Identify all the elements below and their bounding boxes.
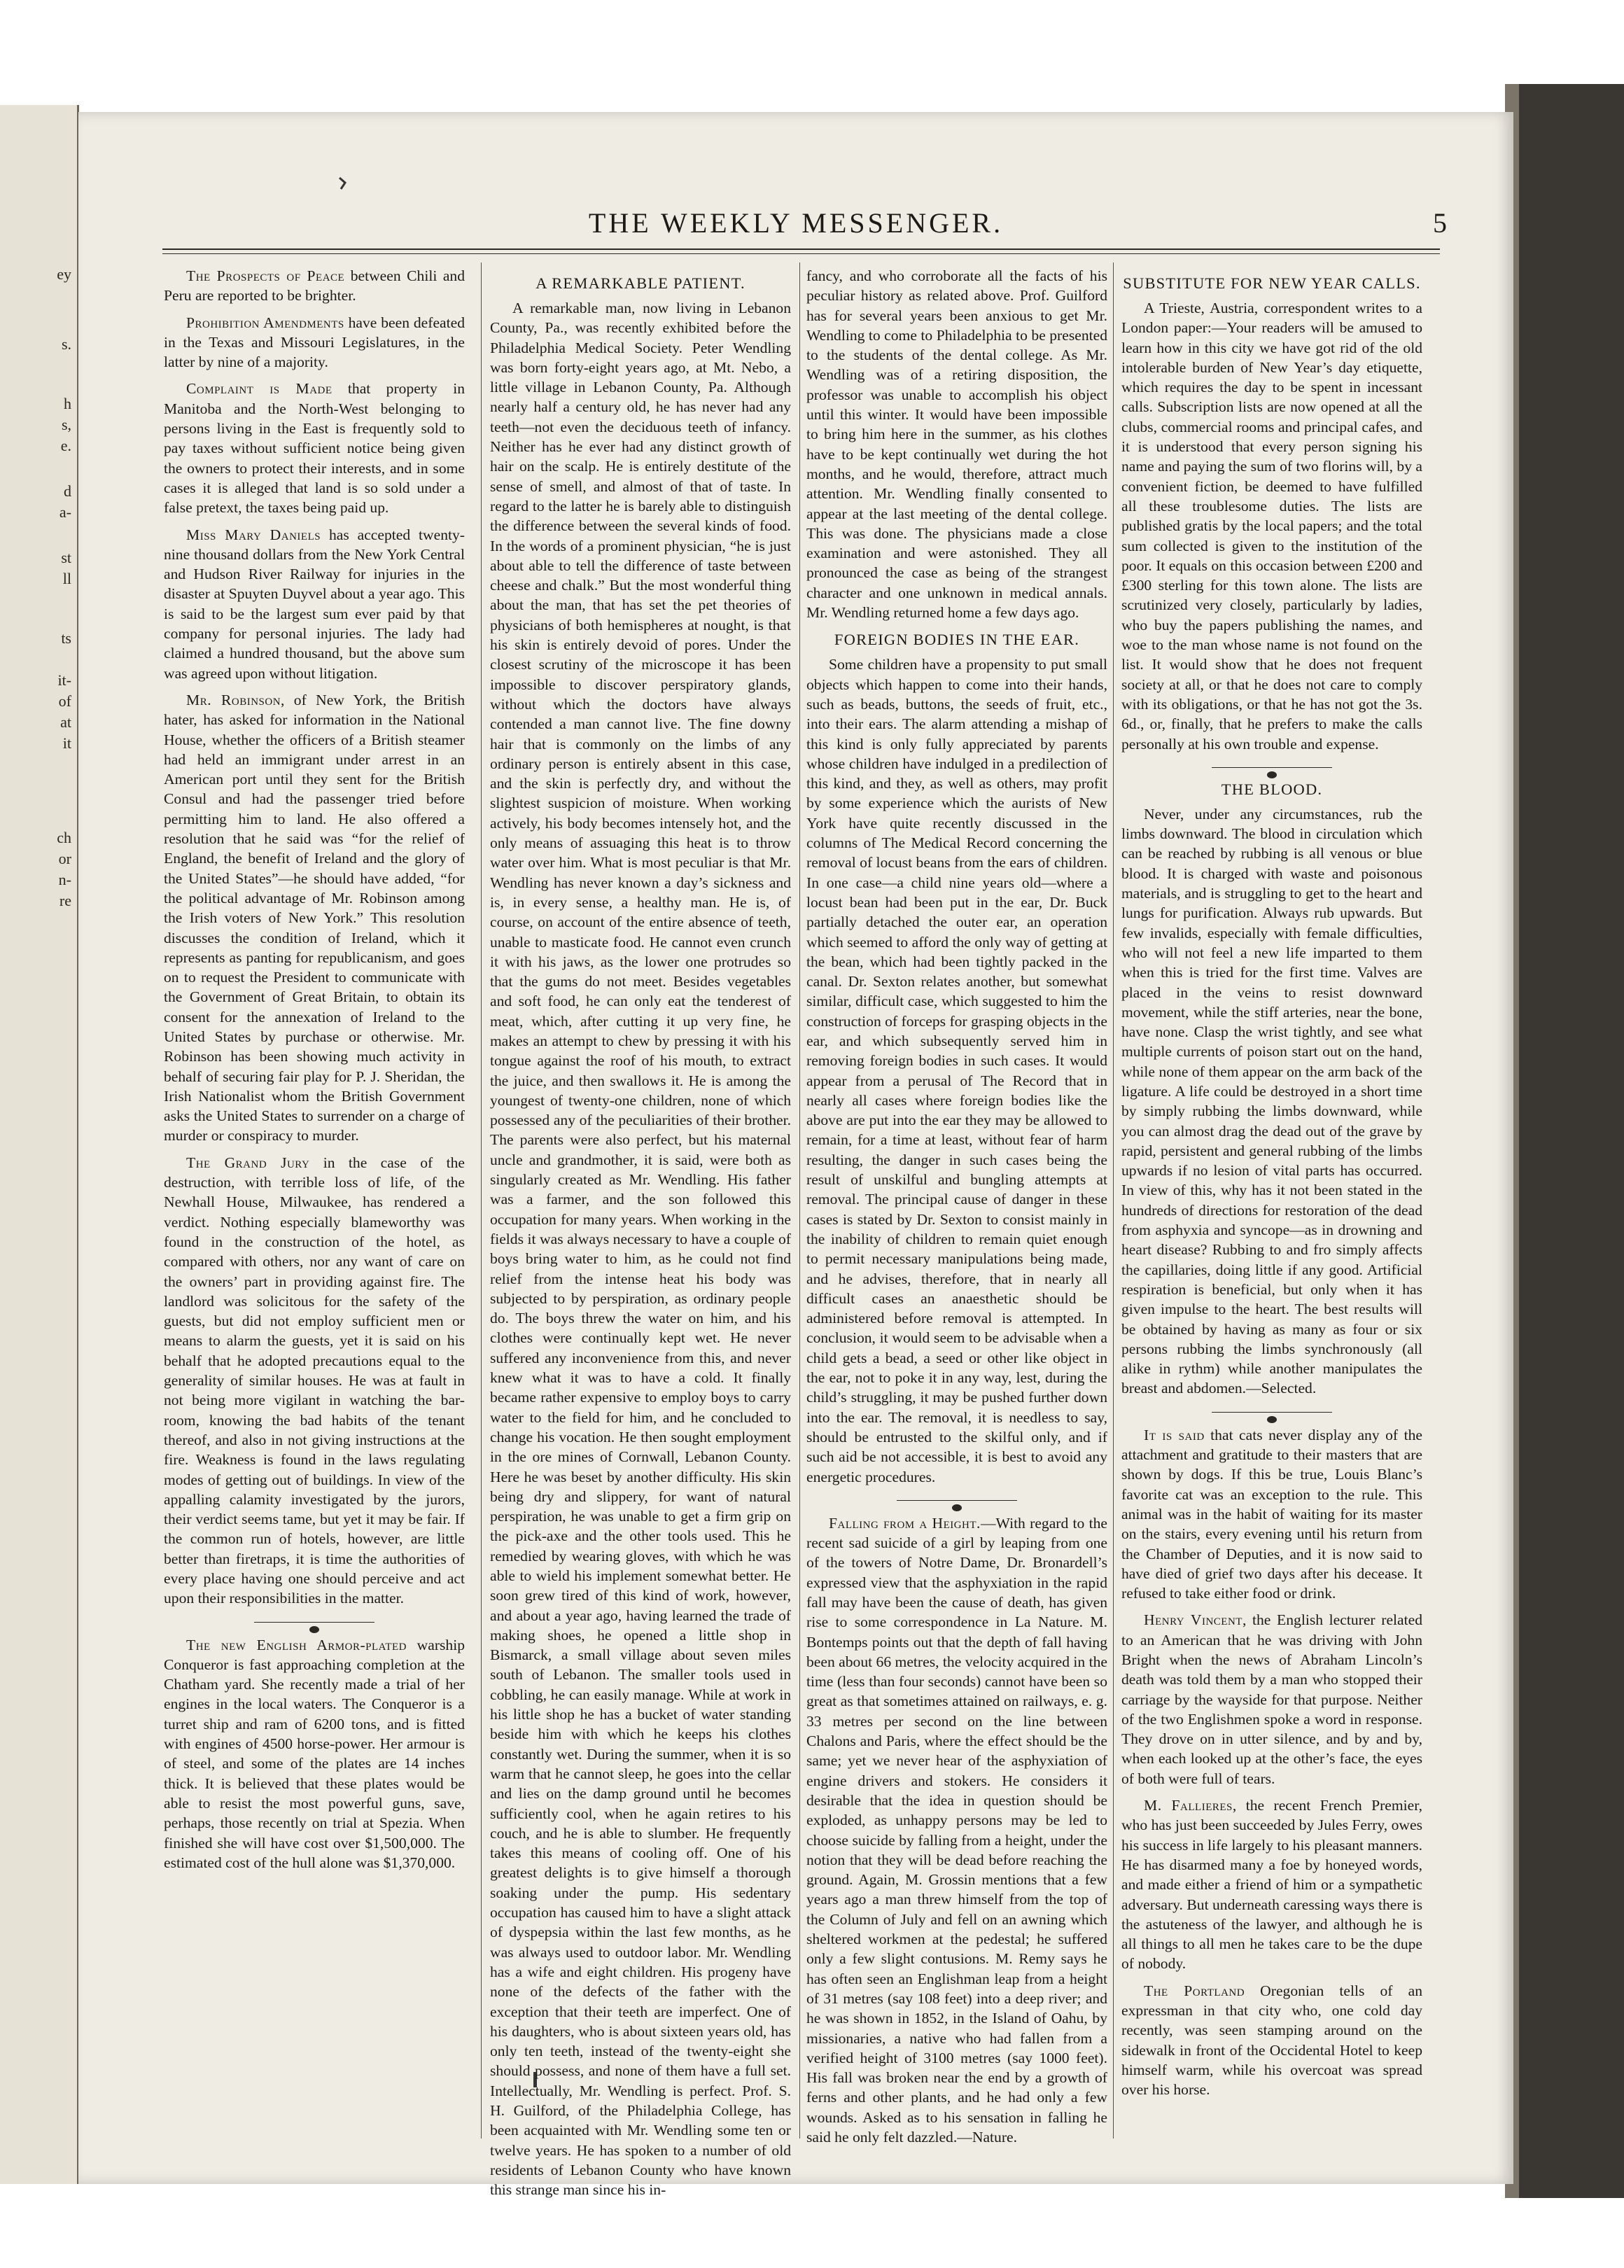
news-item: Falling from a Height.—With regard to the recent sad suicide of a girl by leaping from one of the towers of Notre Dame, Dr. Bronardell’s expressed view that the asphyxiation in the rapid fall may have been the cause of death, has given rise to some correspondence in La Nature. M. Bontemps points out that the depth of fall having been about 66 metres, the velocity acquired in the time (less than four seconds) cannot have been so great as that sometimes attained on railways, e. g. 33 metres per second on the line between Chalons and Paris, where the effect should be the same; yet we never hear of the asphyxiation of engine drivers and stokers. He considers it desirable that the idea in question should be exploded, as unhappy persons may be led to choose suicide by falling from a height, under the notion that they will be dead before reaching the ground. Again, M. Grossin mentions that a few years ago a man threw himself from the top of the Column of July and fell on an awning which sheltered workmen at the pedestal; he suffered only a few slight contusions. M. Remy says he has often seen an Englishman leap from a height of 31 metres (say 108 feet) into a deep river; and he was shown in 1852, in the Island of Oahu, by missionaries, a native who had fallen from a verified height of 3100 metres (say 1000 feet). His fall was broken near the end by a growth of ferns and other plants, and he had only a few wounds. Asked as to his sensation in falling he said he only felt dazzled.—Nature. xyxy=(806,1514,1107,2146)
section-divider xyxy=(1121,1408,1422,1415)
page-title: THE WEEKLY MESSENGER. xyxy=(588,207,1004,239)
column-1 xyxy=(164,266,465,1879)
margin-fragment: e. xyxy=(60,437,71,454)
article-paragraph: Some children have a propensity to put small objects which happen to come into their hands, such as beads, buttons, the seeds of fruit, etc., into their ears. The alarm attending a mishap of this kind is only fully appreciated by parents whose children have indulged in a predilection of this kind, and they, as well as others, may profit by some experience which the aurists of New York have quite recently discussed in the columns of The Medical Record concerning the removal of locust beans from the ears of children. In one case—a child nine years old—where a locust bean had been put in the ear, Dr. Buck partially detached the outer ear, an operation which seemed to afford the only way of getting at the bean, which had been tightly packed in the canal. Dr. Sexton relates another, but somewhat similar, difficult case, which suggested to him the construction of forceps for grasping objects in the ear, and which subsequently served him in removing foreign bodies in such cases. It would appear from a perusal of The Record that in nearly all cases where foreign bodies like the above are put into the ear they may be allowed to remain, for a time at least, without fear of harm resulting, the danger in such cases being the result of unskilful and bungling attempts at removal. The principal cause of danger in these cases is stated by Dr. Sexton to consist mainly in the inability of children to remain quiet enough to permit necessary manipulations being made, and he advises, therefore, that in nearly all difficult cases an anaesthetic should be administered before removal is attempted. In conclusion, it would seem to be advisable when a child gets a bead, a seed or other like object in the ear, not to poke it in any way, lest, during the child’s struggling, it may be pushed further down into the ear. The removal, it is needless to say, should be entrusted to the skilful only, and if such aid be not accessible, it is best to avoid any energetic procedures. xyxy=(806,656,1107,1485)
margin-fragment: at xyxy=(60,713,71,731)
margin-fragment: ll xyxy=(62,570,71,587)
margin-fragment: s, xyxy=(61,416,71,433)
margin-fragment: ch xyxy=(57,829,71,846)
margin-fragment: n- xyxy=(58,871,71,888)
margin-fragment: of xyxy=(58,692,71,710)
news-item: The Grand Jury in the case of the destruction, with terrible loss of life, of the Newhall House, Milwaukee, has rendered a verdict. Nothing especially blameworthy was found in the construction of the hotel, as compared with others, nor any want of care on the owners’ part in providing against fire. The landlord was solicitous for the safety of the guests, but did not employ sufficient men or means to alarm the guests, yet it is said on his behalf that he adopted precautions equal to the generality of similar houses. He was at fault in not being more vigilant in watching the bar-room, knowing the bad habits of the tenant thereof, and also in not giving instructions at the fire. Weakness is found in the laws regulating modes of getting out of buildings. In view of the appalling calamity investigated by the jurors, their verdict seems tame, but yet it may be fair. If the common run of hotels, however, are little better than firetraps, it is time the authorities of every place having one should perceive and act upon their responsibilities in the matter. xyxy=(164,1154,465,1607)
margin-fragment: re xyxy=(59,892,71,909)
column-3 xyxy=(806,266,1107,2154)
margin-fragment: or xyxy=(58,850,71,867)
article-heading: FOREIGN BODIES IN THE EAR. xyxy=(834,631,1080,649)
news-item: It is said that cats never display any of the attachment and gratitude to their masters that are shown by dogs. If this be true, Louis Blanc’s favorite cat was an exception to the rule. This animal was in the habit of waiting for its master on the stairs, every evening until his return from the Chamber of Deputies, and it is now said to have died of grief two days after his decease. It refused to take either food or drink. xyxy=(1121,1426,1422,1602)
ink-mark-icon xyxy=(337,176,347,190)
margin-fragment: st xyxy=(61,549,71,566)
news-item: The Prospects of Peace between Chili and Peru are reported to be brighter. xyxy=(164,267,465,304)
masthead xyxy=(78,206,1513,241)
article-heading: THE BLOOD. xyxy=(1221,780,1323,798)
article-paragraph: Never, under any circumstances, rub the limbs downward. The blood in circulation which can be reached by rubbing is all venous or blue blood. It is charged with waste and poisonous materials, and is struggling to get to the heart and lungs for purification. Always rub upwards. But few invalids, especially with female difficulties, who will not feel a new life imparted to them when this is tried for the first time. Valves are placed in the veins to resist downward movement, while the stiff arteries, near the bone, have none. Clasp the wrist tightly, and see what multiple currents of poison start out on the hand, while none of them appear on the arm back of the ligature. A life could be destroyed in a short time by simply rubbing the limbs downward, while you can almost drag the dead out of the grave by rapid, persistent and general rubbing of the limbs upwards if no lesion of vital parts has occurred. In view of this, why has it not been stated in the hundreds of directions for restoration of the dead from asphyxia and syncope—as in drowning and heart disease? Rubbing to and fro simply affects the capillaries, doing little if any good. Artificial respiration is beneficial, but only when it has given impulse to the heart. The best results will be obtained by having as many as four or six persons rubbing the limbs synchronously (all alike in rythm) while another manipulates the breast and abdomen.—Selected. xyxy=(1121,805,1422,1397)
margin-fragment: it xyxy=(62,734,71,752)
news-item: M. Fallieres, the recent French Premier, who has just been succeeded by Jules Ferry, owes his success in life largely to his pleasant manners. He has disarmed many a foe by honeyed words, and made either a friend of him or a sympathetic adversary. But underneath caressing ways there is the astuteness of the lawyer, and although he is all things to all men he takes care to be the dupe of nobody. xyxy=(1121,1797,1422,1973)
adjacent-page-fragment xyxy=(0,105,79,2184)
news-item: The Portland Oregonian tells of an expressman in that city who, one cold day recently, was seen stamping around on the sidewalk in front of the Occidental Hotel to keep himself warm, while his overcoat was spread over his horse. xyxy=(1121,1982,1422,2099)
news-item: Miss Mary Daniels has accepted twenty-nine thousand dollars from the New York Central and Hudson River Railway for injuries in the disaster at Spuyten Duyvel about a year ago. This is said to be the largest sum ever paid by that company for personal injuries. The lady had claimed a hundred thousand, but the above sum was agreed upon without litigation. xyxy=(164,526,465,682)
section-divider xyxy=(164,1618,465,1625)
margin-fragment: h xyxy=(64,395,71,412)
news-item: Henry Vincent, the English lecturer related to an American that he was driving with John Bright when the news of Abraham Lincoln’s death was told them by a man who stopped their carriage by the wayside for that purpose. Neither of the two Englishmen spoke a word in response. They drove on in utter silence, and by and by, when each looked up at the other’s face, the eyes of both were full of tears. xyxy=(1121,1611,1422,1787)
article-paragraph: fancy, and who corroborate all the facts of his peculiar history as related above. Prof. Guilford has for several years been anxious to get Mr. Wendling to come to Philadelphia to be presented to the students of the dental college. As Mr. Wendling was of a retiring disposition, the professor was unable to accomplish his object until this winter. It would have been impossible to bring him here in the summer, as his clothes have to be kept continually wet during the hot months, and he would, therefore, attract much attention. Mr. Wendling finally consented to appear at the last meeting of the dental college. This was done. The physicians made a close examination and were astonished. They all pronounced the case as being of the strangest character and one unknown in medical annals. Mr. Wendling returned home a few days ago. xyxy=(806,267,1107,622)
column-rule xyxy=(1113,262,1114,2138)
section-divider xyxy=(806,1497,1107,1504)
column-4 xyxy=(1121,266,1422,2107)
article-heading: SUBSTITUTE FOR NEW YEAR CALLS. xyxy=(1123,274,1421,292)
column-rule xyxy=(481,262,482,2138)
column-rule xyxy=(799,262,800,2138)
book-page-edges xyxy=(1505,84,1624,2198)
article-paragraph: A remarkable man, now living in Lebanon County, Pa., was recently exhibited before the Philadelphia Medical Society. Peter Wendling was born forty-eight years ago, at Mt. Nebo, a little village in Lebanon County, Pa. Although nearly half a century old, he has never had any teeth—not even the deciduous teeth of infancy. Neither has he ever had any distinct growth of hair on the scalp. He is entirely destitute of the sense of smell, and almost of that of taste. In regard to the latter he is barely able to distinguish the difference between the several kinds of food. In the words of a prominent physician, “he is just about able to tell the difference of taste between cheese and chalk.” But the most wonderful thing about the man, that has set the pet theories of physicians of both hemispheres at nought, is that his skin is entirely devoid of pores. Under the closest scrutiny of the microscope it has been impossible to discover perspiratory glands, without which the doctors have always contended a man cannot live. The fine downy hair that is commonly on the limbs of any ordinary person is entirely absent in this case, and the skin is perfectly dry, and without the slightest suspicion of moisture. When working actively, his body becomes intensely hot, and the only means of assuaging this heat is to throw water over him. What is most peculiar is that Mr. Wendling has never known a day’s sickness and is, in every sense, a healthy man. He is, of course, on account of the entire absence of teeth, unable to masticate food. He cannot even crunch it with his jaws, as the lower one protrudes so that the gums do not meet. Besides vegetables and soft food, he can only eat the tenderest of meat, which, after cutting it up very fine, he makes an attempt to chew by pressing it with his tongue against the roof of his mouth, to extract the juice, and then swallows it. He is among the youngest of twenty-one children, none of which possessed any of the peculiarities of their brother. The parents were also perfect, but his maternal uncle and grandmother, it is said, were both as singularly created as Mr. Wendling. His father was a farmer, and the son followed this occupation for many years. When working in the fields it was always necessary to have a couple of boys bring water to him, as he could not find relief from the intense heat his body was subjected to by perspiration, as ordinary people do. The boys threw the water on him, and his clothes were continually kept wet. He never suffered any inconvenience from this, and never knew what it was to have a cold. It finally became rather expensive to employ boys to carry water to the field for him, and he concluded to change his vocation. He then sought employment in the ore mines of Cornwall, Lebanon County. Here he was beset by another difficulty. His skin being dry and slippery, for want of natural perspiration, he was unable to get a firm grip on the pick-axe and the other tools used. This he remedied by wearing gloves, with which he was able to wield his implement somewhat better. He soon grew tired of this kind of work, however, and about a year ago, having learned the trade of making shoes, he opened a little shop in Bismarck, a small village about seven miles south of Lebanon. The smaller tools used in cobbling, he can easily manage. While at work in his little shop he has a bucket of water standing beside him with which he keeps his clothes constantly wet. During the summer, when it is so warm that he cannot sleep, he goes into the cellar and lies on the damp ground until he becomes sufficiently cool, when he again retires to his couch, and he is able to slumber. He frequently takes this means of cooling off. One of his greatest delights is to give himself a thorough soaking under the pump. His sedentary occupation has caused him to have a slight attack of dyspepsia within the last few months, as he was always used to outdoor labor. Mr. Wendling has a wife and eight children. His progeny have none of the defects of the father with the exception that their teeth are imperfect. One of his daughters, who is about sixteen years old, has only ten teeth, instead of the twenty-eight she should possess, and none of them have a full set. Intellectually, Mr. Wendling is perfect. Prof. S. H. Guilford, of the Philadelphia College, has been acquainted with Mr. Wendling some ten or twelve years. He has spoken to a number of old residents of Lebanon County who have known this strange man since his in- xyxy=(490,300,791,2199)
page-number: 5 xyxy=(1433,207,1447,239)
news-item: Mr. Robinson, of New York, the British hater, has asked for information in the National House, whether the officers of a British steamer had held an immigrant under arrest in an American port until they sent for the British Consul and had the passenger tried before permitting him to land. He also offered a resolution that he said was “for the relief of England, the benefit of Ireland and the glory of the United States”—he should have added, “for the political advantage of Mr. Robinson among the Irish voters of New York.” This resolution discusses the condition of Ireland, which it represents as panting for republicanism, and goes on to request the President to communicate with the Government of Great Britain, to obtain its consent for the annexation of Ireland to the United States by purchase or otherwise. Mr. Robinson has been showing much activity in behalf of securing fair play for P. J. Sheridan, the Irish Nationalist whom the British Government asks the United States to surrender on a charge of murder or conspiracy to murder. xyxy=(164,691,465,1144)
news-item: Prohibition Amendments have been defeated in the Texas and Missouri Legislatures, in the latter by nine of a majority. xyxy=(164,314,465,371)
margin-fragment: s. xyxy=(61,335,71,353)
article-heading: A REMARKABLE PATIENT. xyxy=(536,274,746,292)
column-2 xyxy=(490,266,791,2207)
newspaper-page xyxy=(78,112,1513,2199)
section-divider xyxy=(1121,764,1422,771)
margin-fragment: ts xyxy=(61,629,71,647)
margin-fragment: it- xyxy=(57,671,71,689)
header-rule xyxy=(162,248,1440,250)
margin-fragment: ey xyxy=(57,265,71,283)
header-rule xyxy=(162,253,1440,254)
margin-fragment: a- xyxy=(59,503,71,521)
news-item: The new English Armor-plated warship Conqueror is fast approaching completion at the Chatham yard. She recently made a trial of her engines in the local waters. The Conqueror is a turret ship and ram of 6200 tons, and is fitted with engines of 4500 horse-power. Her armour is of steel, and some of the plates are 14 inches thick. It is believed that these plates would be able to resist the most powerful guns, save, perhaps, those recently on trial at Spezia. When finished she will have cost over $1,500,000. The estimated cost of the hull alone was $1,370,000. xyxy=(164,1636,465,1871)
article-paragraph: A Trieste, Austria, correspondent writes to a London paper:—Your readers will be amused to learn how in this city we have got rid of the old intolerable burden of New Year’s day etiquette, which requires the day to be spent in incessant calls. Subscription lists are now opened at all the clubs, commercial rooms and principal cafes, and it is understood that every person signing his name and paying the sum of two florins will, by a convenient fiction, be deemed to have fulfilled all these troublesome duties. The lists are published gratis by the local papers; and the total sum collected is given to the institution of the poor. It equals on this occasion between £200 and £300 sterling for this town alone. The lists are scrutinized very closely, particularly by ladies, who buy the papers publishing the names, and woe to the man whose name is not found on the list. It would show that he does not frequent society at all, or that he does not care to comply with its obligations, or that he has not got the 3s. 6d., or, finally, that he prefers to make the calls personally at his own trouble and expense. xyxy=(1121,300,1422,752)
news-item: Complaint is Made that property in Manitoba and the North-West belonging to persons living in the East is frequently sold to pay taxes without sufficient notice being given the owners to protect their interests, and in some cases it is alleged that land is so sold under a false pretext, the taxes being paid up. xyxy=(164,380,465,517)
margin-fragment: d xyxy=(64,482,71,500)
